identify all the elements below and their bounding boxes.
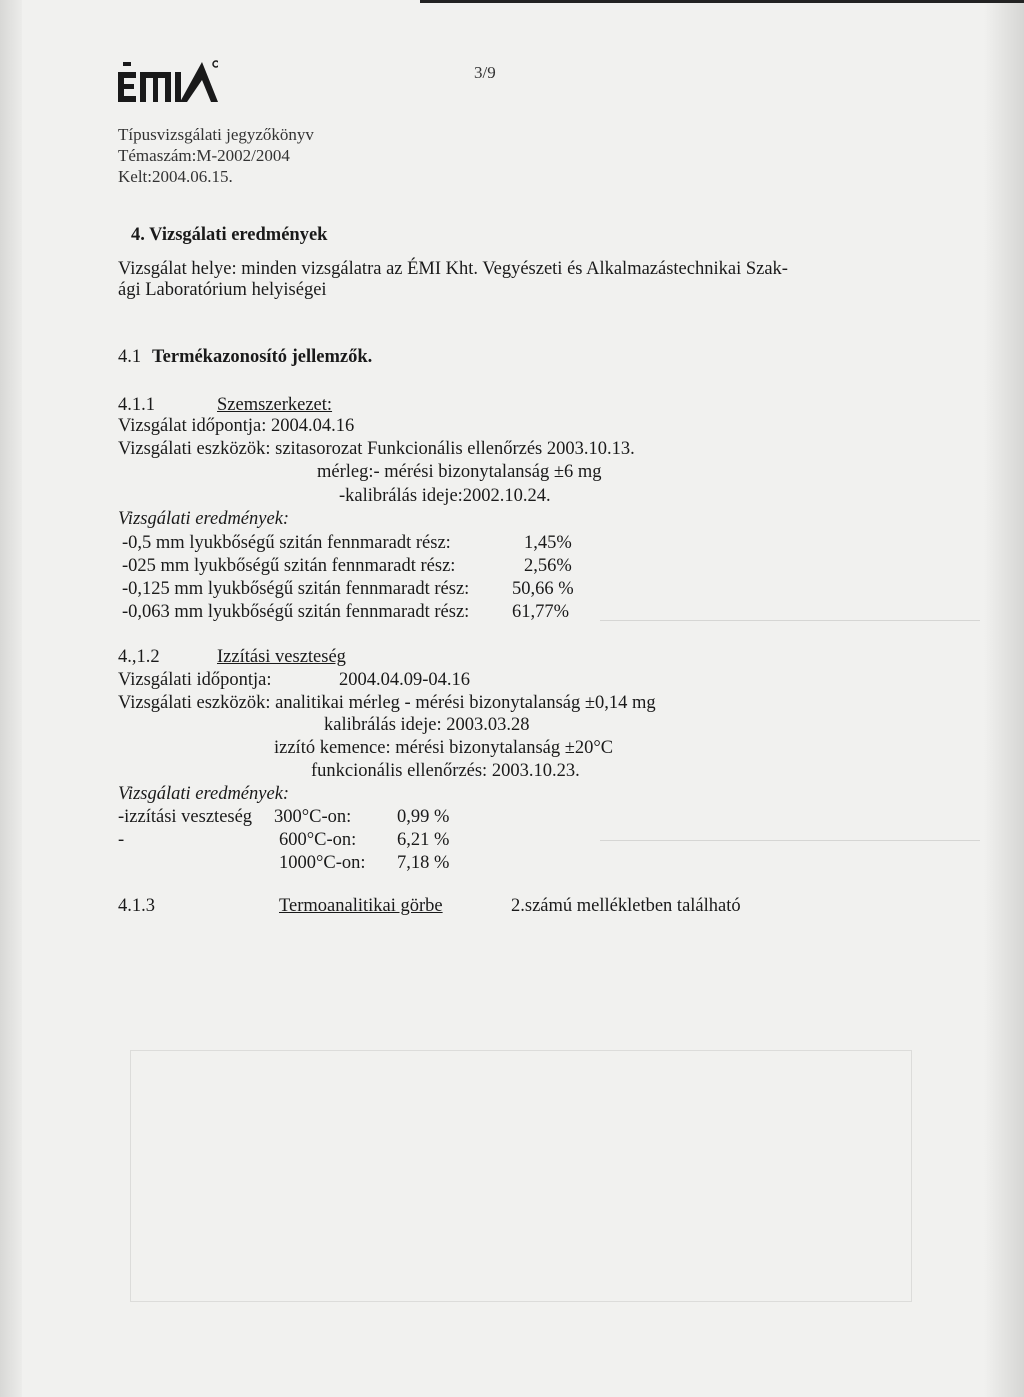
result-value: 1,45% bbox=[524, 533, 572, 553]
loss-temperature: 600°C-on: bbox=[279, 830, 357, 850]
subsection-title: Szemszerkezet: bbox=[217, 395, 333, 415]
loss-value: 6,21 % bbox=[397, 830, 450, 850]
loss-prefix: - bbox=[118, 830, 125, 850]
calibration-date: -kalibrálás ideje:2002.10.24. bbox=[339, 486, 551, 506]
results-label: Vizsgálati eredmények: bbox=[118, 784, 290, 804]
appendix-note: 2.számú mellékletben található bbox=[511, 896, 741, 916]
loss-value: 7,18 % bbox=[397, 853, 450, 873]
test-tools: Vizsgálati eszközök: szitasorozat Funkcionális ellenőrzés 2003.10.13. bbox=[118, 439, 635, 459]
scan-edge-right bbox=[984, 0, 1024, 1397]
subsection-title: Termékazonosító jellemzők. bbox=[152, 347, 373, 367]
scale-uncertainty: mérleg:- mérési bizonytalanság ±6 mg bbox=[317, 462, 602, 482]
test-date: Vizsgálat időpontja: 2004.04.16 bbox=[118, 416, 355, 436]
loss-temperature: 1000°C-on: bbox=[279, 853, 366, 873]
result-value: 50,66 % bbox=[512, 579, 574, 599]
emi-logo bbox=[118, 56, 218, 106]
results-label: Vizsgálati eredmények: bbox=[118, 509, 290, 529]
test-location-line-2: ági Laboratórium helyiségei bbox=[118, 280, 327, 300]
bleed-through-line bbox=[600, 840, 980, 855]
bleed-through-table bbox=[130, 1050, 912, 1302]
subsection-number: 4.,1.2 bbox=[118, 647, 160, 667]
test-date-value: 2004.04.09-04.16 bbox=[339, 670, 471, 690]
test-date-label: Vizsgálati időpontja: bbox=[118, 670, 272, 690]
test-location-line-1: Vizsgálat helye: minden vizsgálatra az ÉMI Kht. Vegyészeti és Alkalmazástechnikai Szak- bbox=[118, 259, 788, 279]
calibration-date: kalibrálás ideje: 2003.03.28 bbox=[324, 715, 530, 735]
result-value: 61,77% bbox=[512, 602, 570, 622]
page-number: 3/9 bbox=[474, 63, 496, 82]
bleed-through-line bbox=[600, 620, 980, 635]
scan-top-line bbox=[420, 0, 1024, 3]
loss-prefix: -izzítási veszteség bbox=[118, 807, 253, 827]
functional-check: funkcionális ellenőrzés: 2003.10.23. bbox=[311, 761, 580, 781]
oven-uncertainty: izzító kemence: mérési bizonytalanság ±20°C bbox=[274, 738, 614, 758]
subsection-number: 4.1.1 bbox=[118, 395, 155, 415]
subsection-number: 4.1 bbox=[118, 347, 142, 367]
result-label: -0,063 mm lyukbőségű szitán fennmaradt rész: bbox=[122, 602, 470, 622]
result-label: -0,125 mm lyukbőségű szitán fennmaradt rész: bbox=[122, 579, 470, 599]
test-tools: Vizsgálati eszközök: analitikai mérleg - mérési bizonytalanság ±0,14 mg bbox=[118, 693, 656, 713]
document-type: Típusvizsgálati jegyzőkönyv bbox=[118, 125, 314, 144]
document-date: Kelt:2004.06.15. bbox=[118, 167, 233, 186]
result-label: -025 mm lyukbőségű szitán fennmaradt rész: bbox=[122, 556, 456, 576]
loss-temperature: 300°C-on: bbox=[274, 807, 352, 827]
result-label: -0,5 mm lyukbőségű szitán fennmaradt rész: bbox=[122, 533, 451, 553]
document-number: Témaszám:M-2002/2004 bbox=[118, 146, 290, 165]
subsection-title: Termoanalitikai görbe bbox=[279, 896, 443, 916]
loss-value: 0,99 % bbox=[397, 807, 450, 827]
subsection-number: 4.1.3 bbox=[118, 896, 155, 916]
section-heading: 4. Vizsgálati eredmények bbox=[131, 225, 328, 245]
scan-edge-left bbox=[0, 0, 22, 1397]
subsection-title: Izzítási veszteség bbox=[217, 647, 346, 667]
result-value: 2,56% bbox=[524, 556, 572, 576]
